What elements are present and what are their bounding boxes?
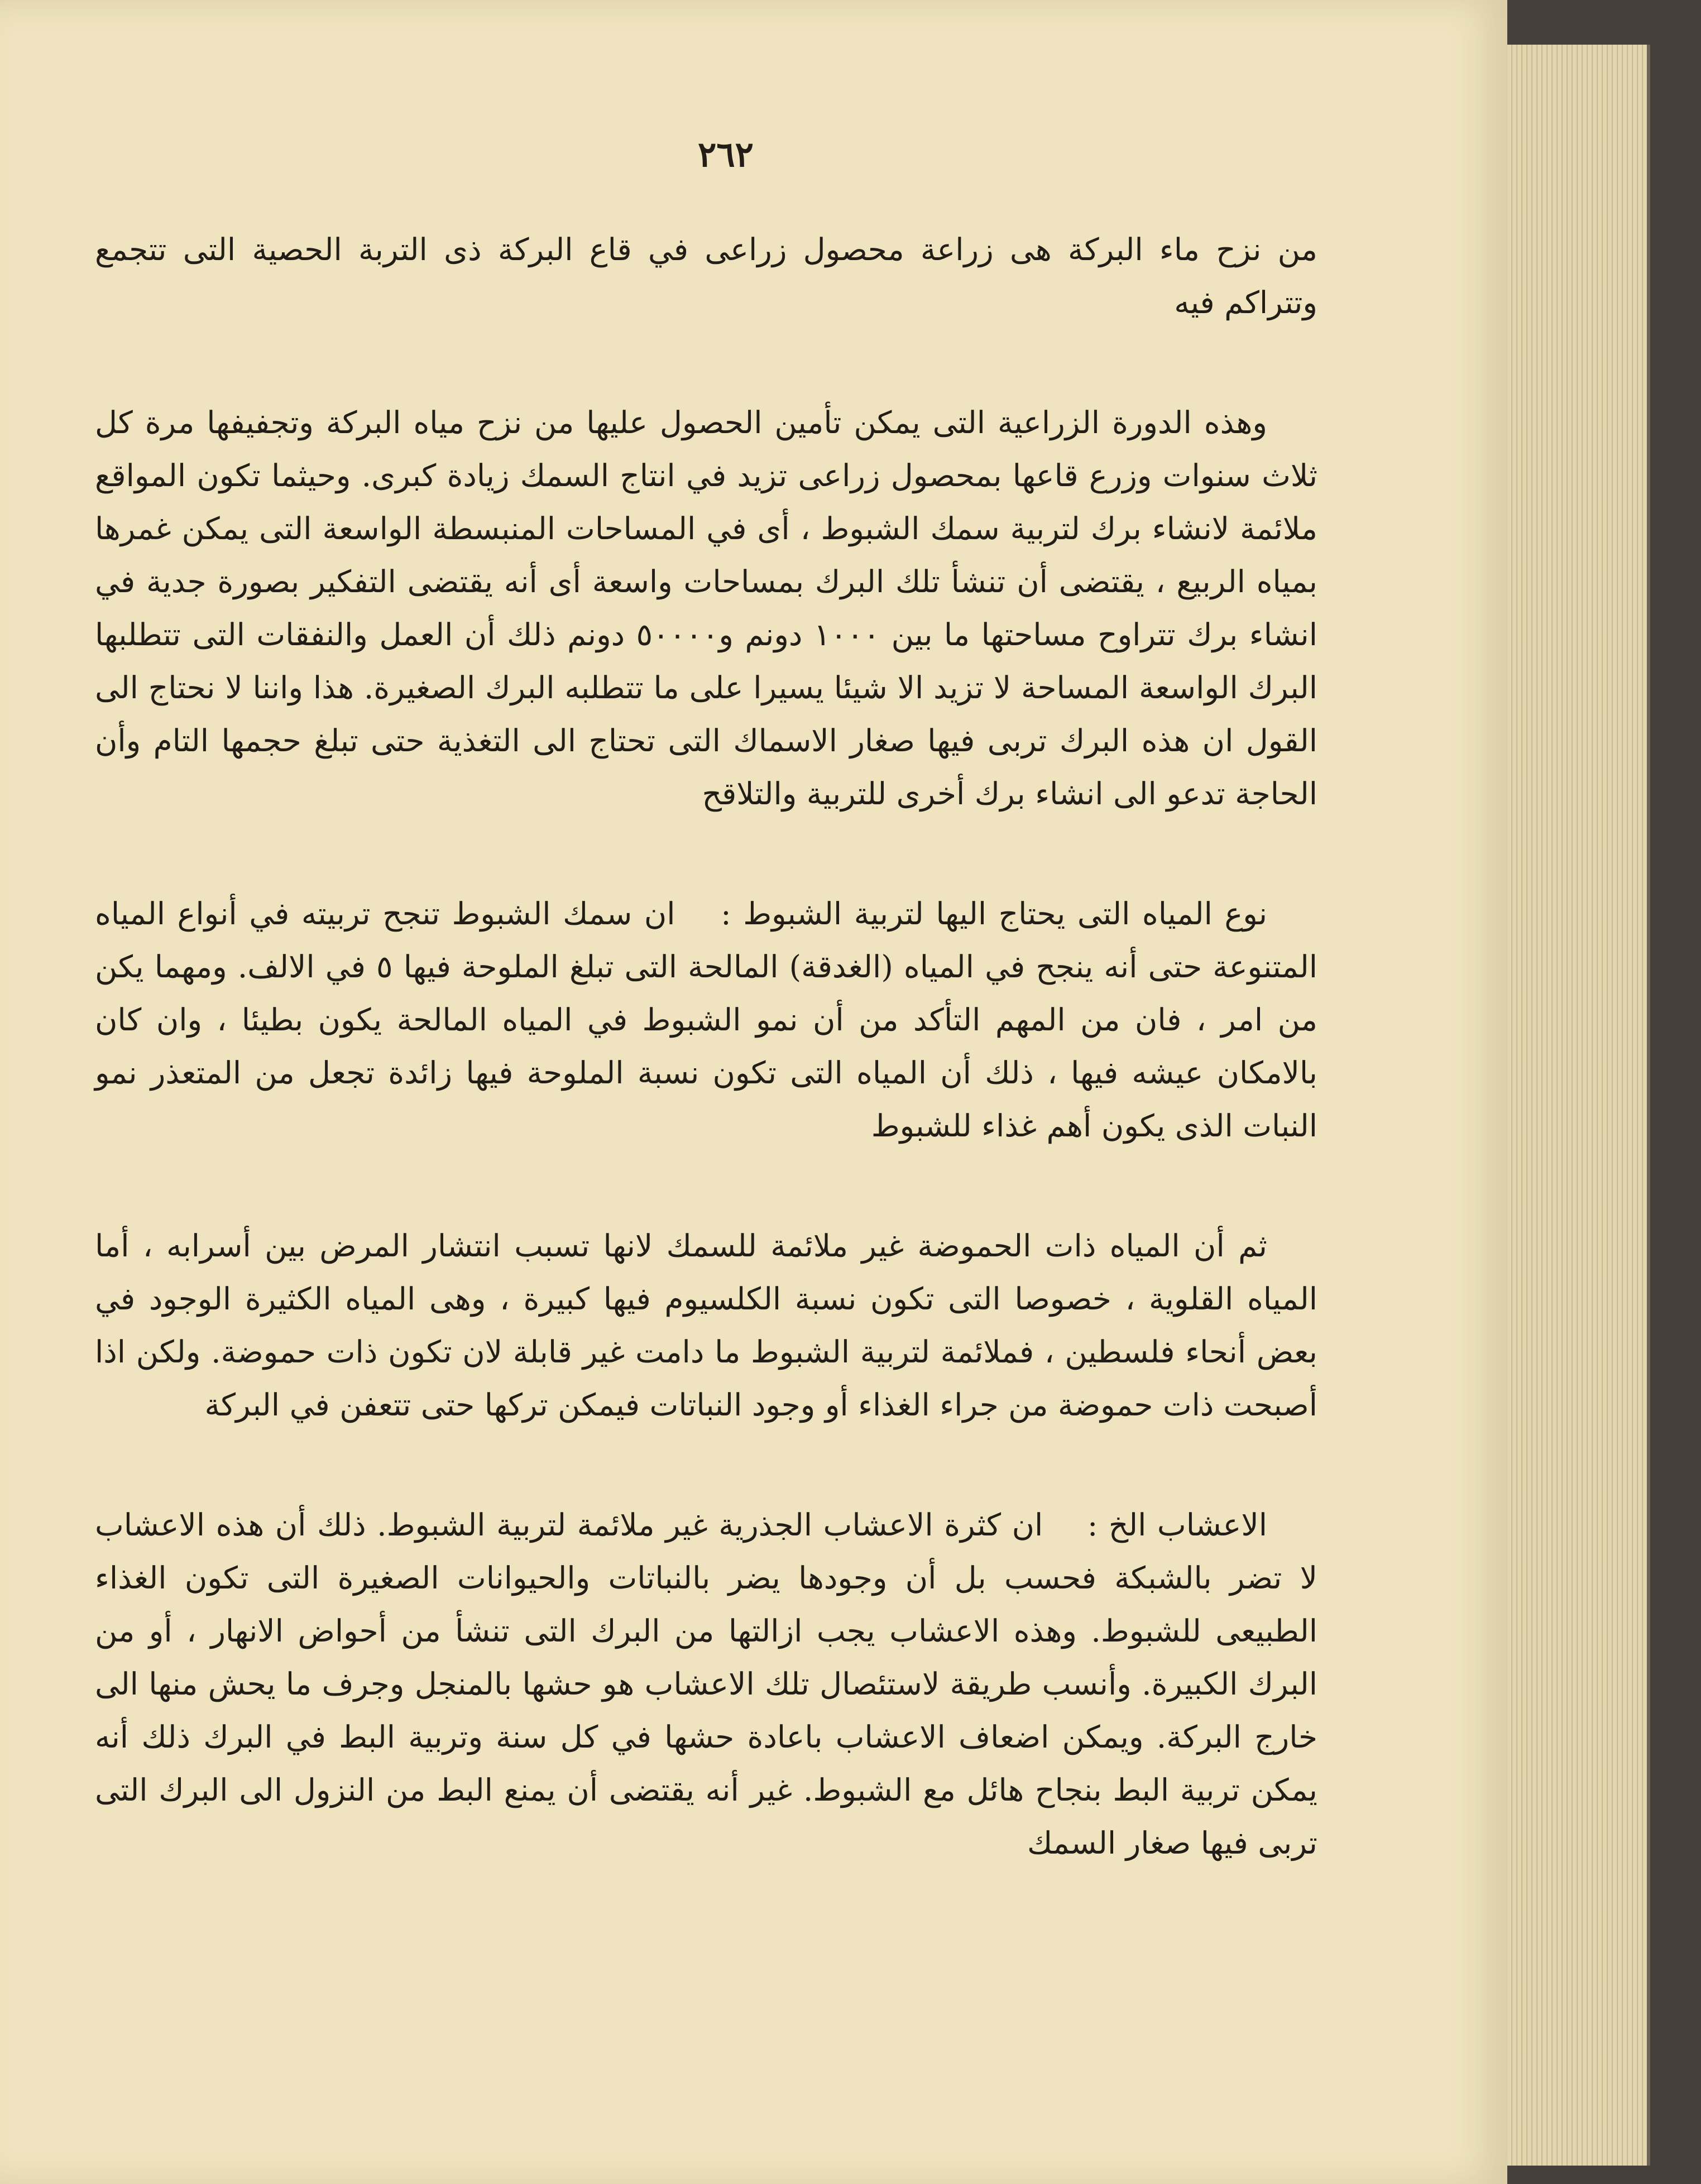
paragraph-2-text: وهذه الدورة الزراعية التى يمكن تأمين الحصول عليها من نزح مياه البركة وتجفيفها مرة كل ثلاث سنوات وزرع قاعها بمحصول زراعى تزيد في انتاج السمك زيادة كبرى. وحيثما تكون المواقع ملائمة لانشاء برك لتربية سمك الشبوط ، أى في المساحات المنبسطة الواسعة التى يمكن غمرها بمياه الربيع ، يقتضى أن تنشأ تلك البرك بمساحات واسعة أى أنه يقتضى التفكير بصورة جدية في انشاء برك تتراوح مساحتها ما بين ١٠٠٠ دونم و٥٠٠٠٠ دونم ذلك أن العمل والنفقات التى تتطلبها البرك الواسعة المساحة لا تزيد الا شيئا يسيرا على ما تتطلبه البرك الصغيرة. هذا واننا لا نحتاج الى القول ان هذه البرك تربى فيها صغار الاسماك التى تحتاج الى التغذية حتى تبلغ حجمها التام وأن الحاجة تدعو الى انشاء برك أخرى للتربية والتلاقح <box>95 405 1317 812</box>
paragraph-5-heading: الاعشاب الخ : <box>1087 1507 1268 1543</box>
page-text <box>95 223 1317 1870</box>
paragraph-4-text: ثم أن المياه ذات الحموضة غير ملائمة للسمك لانها تسبب انتشار المرض بين أسرابه ، أما المياه القلوية ، خصوصا التى تكون نسبة الكلسيوم فيها كبيرة ، وهى المياه الكثيرة الوجود في بعض أنحاء فلسطين ، فملائمة لتربية الشبوط ما دامت غير قابلة لان تكون ذات حموضة. ولكن اذا أصبحت ذات حموضة من جراء الغذاء أو وجود النباتات فيمكن تركها حتى تتعفن في البركة <box>95 1228 1317 1423</box>
paragraph-4 <box>95 1220 1317 1432</box>
page-number: ٢٦٢ <box>698 134 754 175</box>
paragraph-5 <box>95 1499 1317 1870</box>
paragraph-3 <box>95 887 1317 1153</box>
paragraph-3-heading: نوع المياه التى يحتاج اليها لتربية الشبوط : <box>721 896 1268 932</box>
paragraph-1 <box>95 223 1317 329</box>
paragraph-1-text: من نزح ماء البركة هى زراعة محصول زراعى في قاع البركة ذى التربة الحصية التى تتجمع وتتراكم فيه <box>95 232 1317 320</box>
paragraph-2 <box>95 396 1317 820</box>
paragraph-3-text: ان سمك الشبوط تنجح تربيته في أنواع المياه المتنوعة حتى أنه ينجح في المياه (الغدقة) المالحة التى تبلغ الملوحة فيها ٥ في الالف. ومهما يكن من امر ، فان من المهم التأكد من أن نمو الشبوط في المياه المالحة يكون بطيئا ، وان كان بالامكان عيشه فيها ، ذلك أن المياه التى تكون نسبة الملوحة فيها زائدة تجعل من المتعذر نمو النبات الذى يكون أهم غذاء للشبوط <box>95 896 1317 1144</box>
paragraph-5-text: ان كثرة الاعشاب الجذرية غير ملائمة لتربية الشبوط. ذلك أن هذه الاعشاب لا تضر بالشبكة فحسب بل أن وجودها يضر بالنباتات والحيوانات الصغيرة التى تكون الغذاء الطبيعى للشبوط. وهذه الاعشاب يجب ازالتها من البرك التى تنشأ من أحواض الانهار ، أو من البرك الكبيرة. وأنسب طريقة لاستئصال تلك الاعشاب هو حشها بالمنجل وجرف ما يحش منها الى خارج البركة. ويمكن اضعاف الاعشاب باعادة حشها في كل سنة وتربية البط في البرك ذلك أنه يمكن تربية البط بنجاح هائل مع الشبوط. غير أنه يقتضى أن يمنع البط من النزول الى البرك التى تربى فيها صغار السمك <box>95 1507 1317 1861</box>
